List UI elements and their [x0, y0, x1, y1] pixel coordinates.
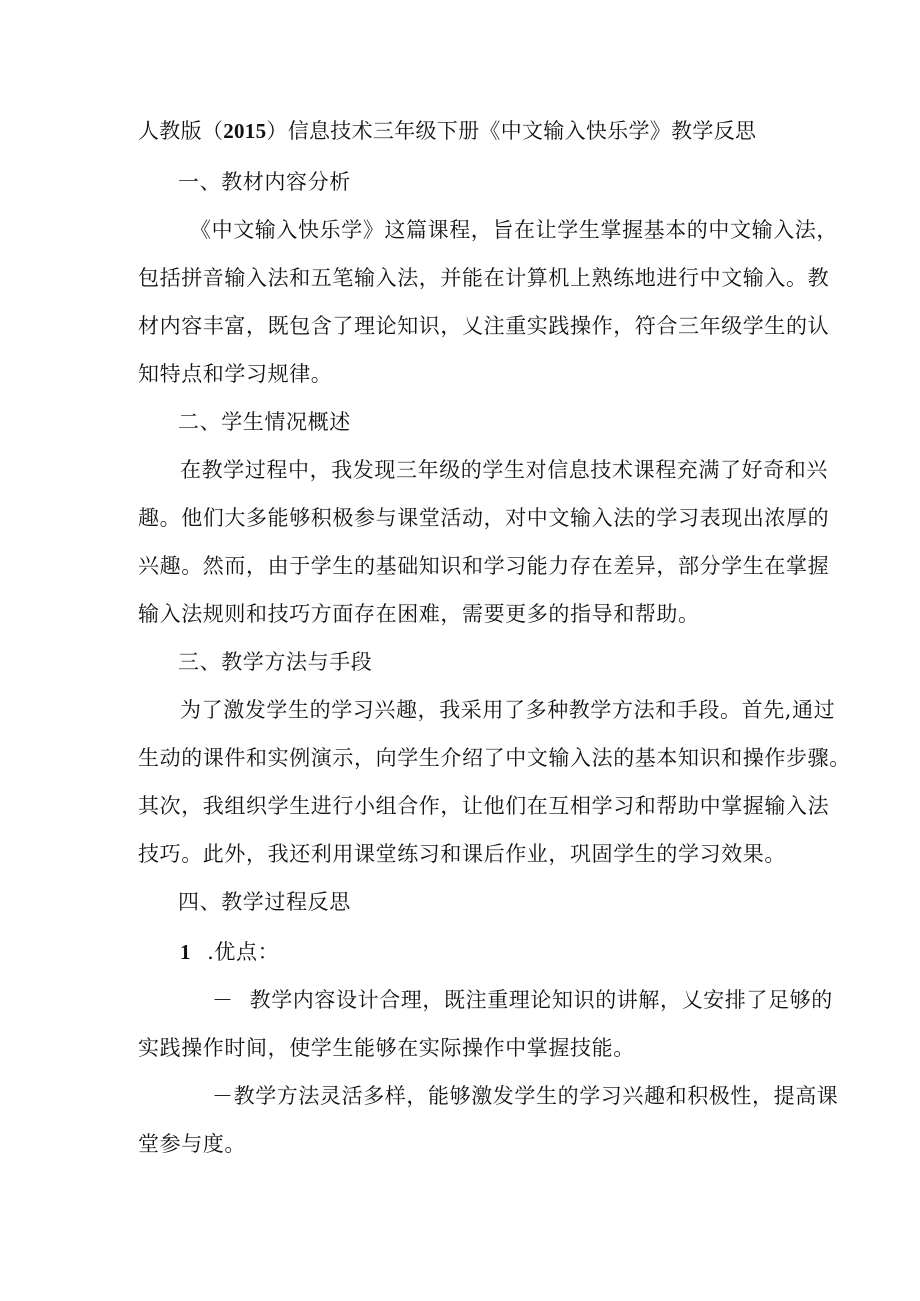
- bullet-2-rest: 堂参与度。: [138, 1132, 246, 1156]
- bullet-1-rest: 实践操作时间，使学生能够在实际操作中掌握技能。: [138, 1036, 635, 1060]
- section-1-line-1: 《中文输入快乐学》这篇课程，旨在让学生掌握基本的中文输入法，: [190, 218, 838, 242]
- section-2-line-4: 输入法规则和技巧方面存在困难，需要更多的指导和帮助。: [138, 602, 700, 626]
- section-3-line-3: 其次，我组织学生进行小组合作，让他们在互相学习和帮助中掌握输入法: [138, 794, 830, 818]
- bullet-1-first-line: [212, 986, 833, 1014]
- subsection-label: .优点：: [207, 940, 280, 964]
- section-1-line-3: 材内容丰富，既包含了理论知识，乂注重实践操作，符合三年级学生的认: [138, 314, 830, 338]
- section-4-heading: 四、教学过程反思: [178, 890, 351, 914]
- subsection-advantages: [180, 938, 279, 966]
- section-2-line-1: 在教学过程中，我发现三年级的学生对信息技术课程充满了好奇和兴: [180, 458, 828, 482]
- section-3-line-4: 技巧。此外，我还利用课堂练习和课后作业，巩固学生的学习效果。: [138, 842, 786, 866]
- title-year: 2015: [223, 119, 267, 143]
- bullet-2-text: 教学方法灵活多样，能够激发学生的学习兴趣和积极性，提高课: [233, 1084, 839, 1108]
- bullet-2-first-line: [212, 1082, 838, 1110]
- title-prefix: 人教版（: [138, 119, 224, 143]
- section-2-heading: 二、学生情况概述: [178, 410, 351, 434]
- bullet-1-dash: －: [212, 988, 234, 1012]
- section-1-line-4: 知特点和学习规律。: [138, 362, 333, 386]
- section-2-line-2: 趣。他们大多能够积极参与课堂活动，对中文输入法的学习表现出浓厚的: [138, 506, 830, 530]
- section-3-heading: 三、教学方法与手段: [178, 650, 373, 674]
- subsection-number: 1: [180, 940, 192, 964]
- bullet-2-dash: －: [212, 1084, 234, 1108]
- section-1-heading: 一、教材内容分析: [178, 170, 351, 194]
- section-3-line-1: 为了激发学生的学习兴趣，我采用了多种教学方法和手段。首先,通过: [180, 698, 836, 722]
- title-suffix: ）信息技术三年级下册《中文输入快乐学》教学反思: [266, 119, 757, 143]
- section-1-line-2: 包括拼音输入法和五笔输入法，并能在计算机上熟练地进行中文输入。教: [138, 266, 830, 290]
- section-3-line-2: 生动的课件和实例演示，向学生介绍了中文输入法的基本知识和操作步骤。: [138, 746, 851, 770]
- section-2-line-3: 兴趣。然而，由于学生的基础知识和学习能力存在差异，部分学生在掌握: [138, 554, 830, 578]
- bullet-1-text: 教学内容设计合理，既注重理论知识的讲解，乂安排了足够的: [249, 988, 833, 1012]
- document-title: [138, 117, 756, 145]
